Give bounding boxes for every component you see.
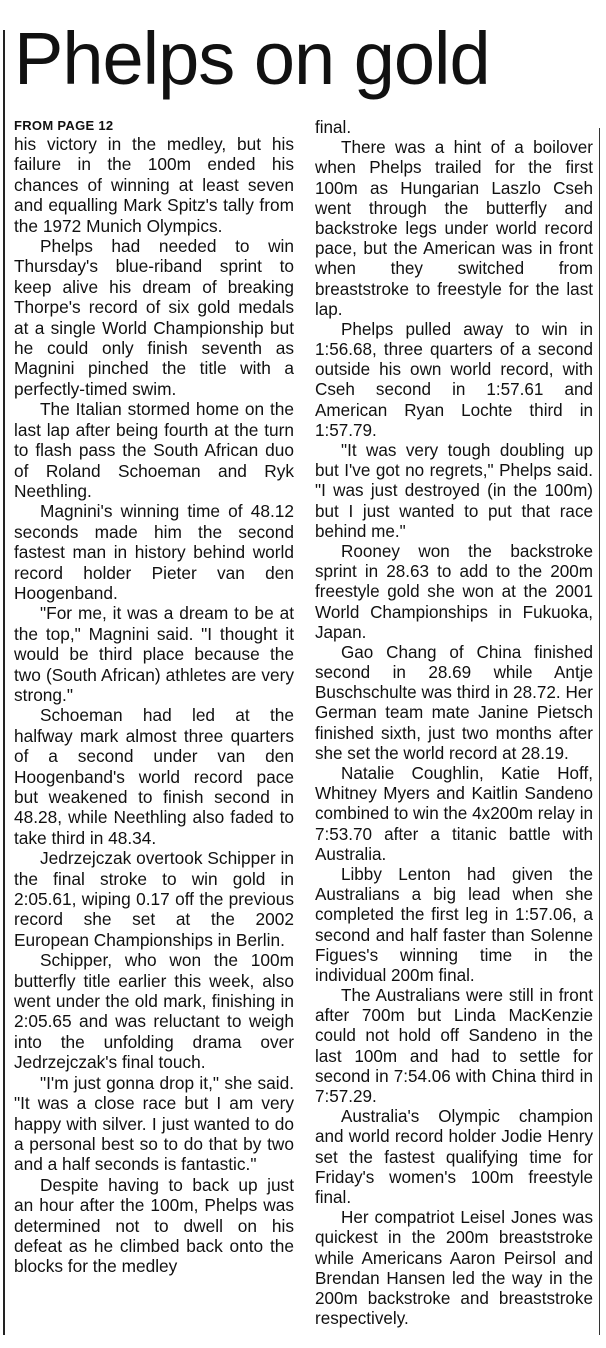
paragraph: Natalie Coughlin, Katie Hoff, Whitney Myers and Kaitlin Sandeno combined to win the 4x200m relay in 7:53.70 after a titanic battle with Australia. bbox=[315, 764, 593, 864]
left-column bbox=[14, 118, 294, 1277]
paragraph: "I'm just gonna drop it," she said. "It was a close race but I am very happy with silver. I just wanted to do a personal best so to do that by two and a half seconds is fantastic." bbox=[14, 1072, 294, 1175]
paragraph: Gao Chang of China finished second in 28.69 while Antje Buschschulte was third in 28.72. Her German team mate Janine Pietsch finished sixth, just two months after she set the world record at 28.19. bbox=[315, 642, 593, 763]
right-column bbox=[315, 118, 593, 1329]
jump-line: FROM PAGE 12 bbox=[14, 118, 114, 133]
paragraph: Her compatriot Leisel Jones was quickest in the 200m breaststroke while Americans Aaron Peirsol and Brendan Hansen led the way in the 200m backstroke and breaststroke respectively. bbox=[315, 1208, 593, 1329]
paragraph: Jedrzejczak overtook Schipper in the final stroke to win gold in 2:05.61, wiping 0.17 off the previous record she set at the 2002 European Championships in Berlin. bbox=[14, 848, 294, 950]
paragraph: Schoeman had led at the halfway mark almost three quarters of a second under van den Hoogenband's world record pace but weakened to finish second in 48.28, while Neethling also faded to take third in 48.34. bbox=[14, 705, 294, 848]
paragraph: Phelps pulled away to win in 1:56.68, three quarters of a second outside his own world record, with Cseh second in 1:57.61 and American Ryan Lochte third in 1:57.79. bbox=[315, 319, 593, 440]
paragraph: "It was very tough doubling up but I've got no regrets," Phelps said. "I was just destroyed (in the 100m) but I just wanted to put that race behind me." bbox=[315, 441, 593, 541]
paragraph: There was a hint of a boilover when Phelps trailed for the first 100m as Hungarian Laszlo Cseh went through the butterfly and backstroke legs under world record pace, but the American was in front when they switched from breaststroke to freestyle for the last lap. bbox=[315, 138, 593, 319]
headline: Phelps on gold bbox=[14, 17, 490, 100]
paragraph: Libby Lenton had given the Australians a big lead when she completed the first leg in 1:57.06, a second and half faster than Solenne Figues's winning time in the individual 200m final. bbox=[315, 864, 593, 985]
left-column-rule bbox=[3, 30, 5, 1335]
paragraph: The Australians were still in front after 700m but Linda MacKenzie could not hold off Sandeno in the last 100m and had to settle for second in 7:54.06 with China third in 7:57.29. bbox=[315, 986, 593, 1106]
paragraph: Schipper, who won the 100m butterfly title earlier this week, also went under the old mark, finishing in 2:05.65 and was reluctant to weigh into the unfolding drama over Jedrzejczak's final touch. bbox=[14, 950, 294, 1073]
paragraph: Despite having to back up just an hour after the 100m, Phelps was determined not to dwell on his defeat as he climbed back onto the blocks for the medley bbox=[14, 1174, 294, 1277]
right-column-rule bbox=[599, 128, 600, 1335]
paragraph: Australia's Olympic champion and world record holder Jodie Henry set the fastest qualifying time for Friday's women's 100m freestyle final. bbox=[315, 1107, 593, 1207]
paragraph: Phelps had needed to win Thursday's blue-riband sprint to keep alive his dream of breaking Thorpe's record of six gold medals at a single World Championship but he could only finish seventh as Magnini pinched the title with a perfectly-timed swim. bbox=[14, 236, 294, 399]
paragraph: Rooney won the backstroke sprint in 28.63 to add to the 200m freestyle gold she won at the 2001 World Championships in Fukuoka, Japan. bbox=[315, 541, 593, 642]
paragraph: final. bbox=[315, 118, 352, 137]
paragraph: Magnini's winning time of 48.12 seconds made him the second fastest man in history behind world record holder Pieter van den Hoogenband. bbox=[14, 501, 294, 603]
paragraph: his victory in the medley, but his failure in the 100m ended his chances of winning at least seven and equalling Mark Spitz's tally from the 1972 Munich Olympics. bbox=[14, 134, 294, 236]
paragraph: The Italian stormed home on the last lap after being fourth at the turn to flash pass the South African duo of Roland Schoeman and Ryk Neethling. bbox=[14, 399, 294, 501]
paragraph: "For me, it was a dream to be at the top," Magnini said. "I thought it would be third place because the two (South African) athletes are very strong." bbox=[14, 603, 294, 705]
